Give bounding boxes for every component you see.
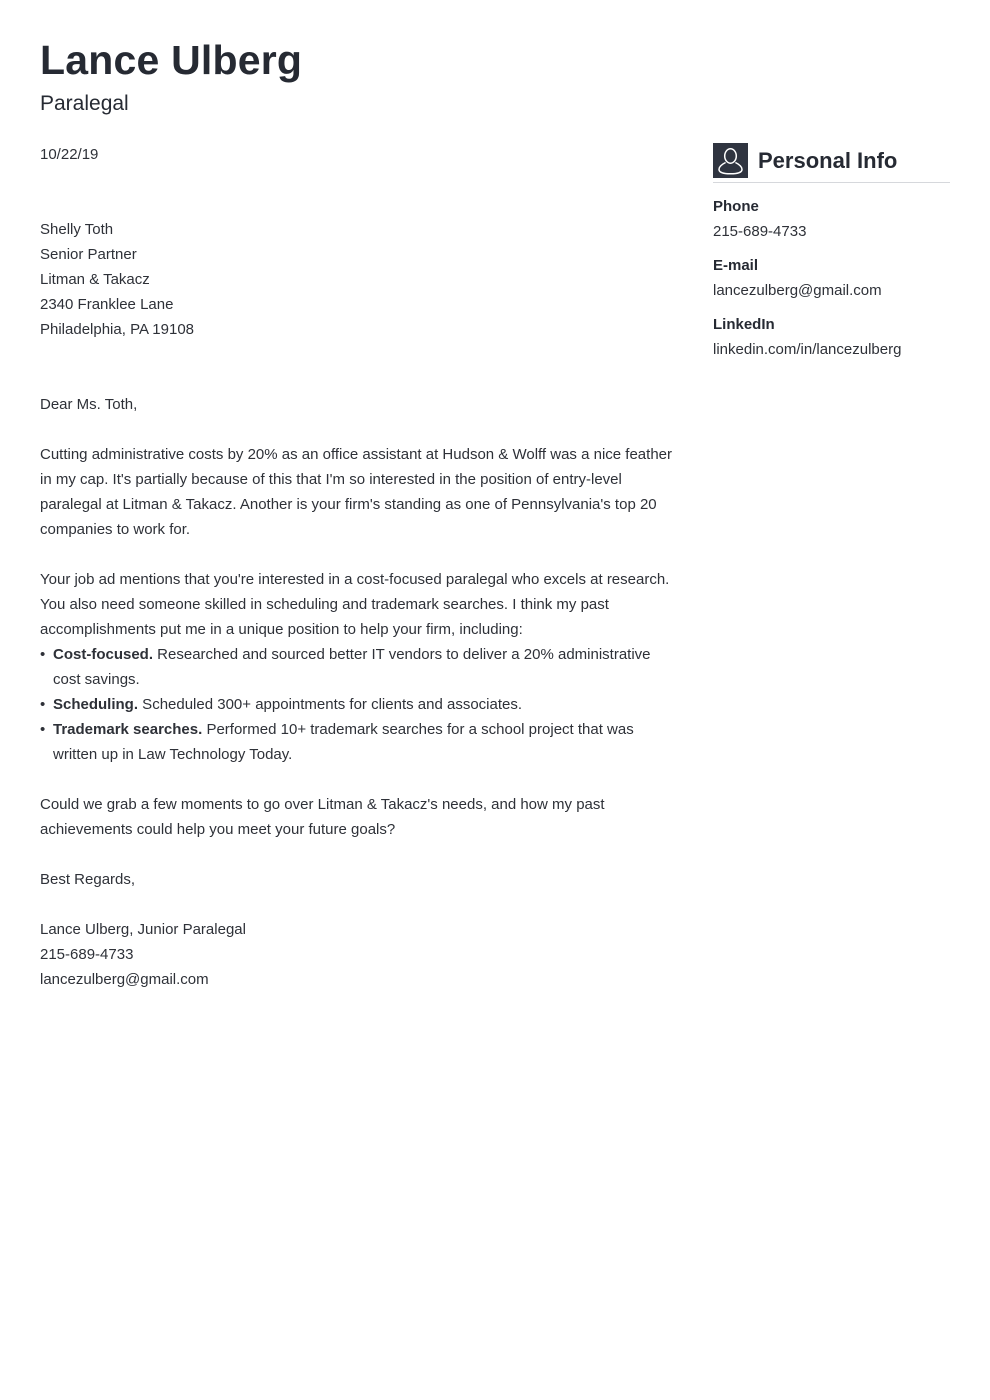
personal-info-header: [713, 143, 950, 183]
accomplishment-list: [40, 642, 680, 767]
signature-name: Lance Ulberg, Junior Paralegal: [40, 921, 246, 938]
email-value[interactable]: lancezulberg@gmail.com: [713, 282, 882, 299]
signature-block: [40, 917, 680, 992]
email-label: E-mail: [713, 257, 759, 274]
letter-date: 10/22/19: [40, 146, 99, 163]
bullet-label: Scheduling.: [53, 696, 139, 713]
spacer: [40, 892, 680, 917]
phone-value: 215-689-4733: [713, 223, 807, 240]
cover-letter-body: [40, 142, 680, 992]
recipient-position: Senior Partner: [40, 246, 137, 263]
bullet-text: Scheduled 300+ appointments for clients and associates.: [138, 696, 523, 713]
spacer: [40, 767, 680, 792]
paragraph-intro: Cutting administrative costs by 20% as an office assistant at Hudson & Wolff was a nice feather in my cap. It's partially because of this that I'm so interested in the position of entry-level paralegal at Litman & Takacz. Another is your firm's standing as one of Pennsylvania's top 20 companies to work for.: [40, 446, 672, 538]
spacer: [40, 842, 680, 867]
phone-label: Phone: [713, 198, 759, 215]
recipient-company: Litman & Takacz: [40, 271, 150, 288]
bullet-label: Trademark searches.: [53, 721, 203, 738]
paragraph-requirements: Your job ad mentions that you're interested in a cost-focused paralegal who excels at research. You also need someone skilled in scheduling and trademark searches. I think my past accomplishments put me in a unique position to help your firm, including:: [40, 571, 670, 638]
closing: Best Regards,: [40, 871, 136, 888]
list-item: [40, 692, 680, 717]
personal-info-sidebar: [713, 143, 950, 360]
spacer: [40, 167, 680, 192]
recipient-name: Shelly Toth: [40, 221, 114, 238]
spacer: [40, 192, 680, 217]
recipient-city: Philadelphia, PA 19108: [40, 321, 195, 338]
spacer: [40, 342, 680, 367]
signature-email: lancezulberg@gmail.com: [40, 971, 209, 988]
linkedin-value[interactable]: linkedin.com/in/lancezulberg: [713, 341, 902, 358]
bullet-label: Cost-focused.: [53, 646, 154, 663]
paragraph-closing-request: Could we grab a few moments to go over Litman & Takacz's needs, and how my past achievements could help you meet your future goals?: [40, 796, 605, 838]
candidate-name: Lance Ulberg: [40, 37, 303, 83]
greeting: Dear Ms. Toth,: [40, 396, 138, 413]
list-item: [40, 642, 680, 692]
list-item: [40, 717, 680, 767]
user-avatar-icon: [713, 143, 748, 178]
spacer: [40, 417, 680, 442]
spacer: [40, 367, 680, 392]
bullet-text: Researched and sourced better IT vendors to deliver a 20% administrative cost savings.: [53, 646, 651, 688]
candidate-title: Paralegal: [40, 92, 129, 115]
spacer: [40, 542, 680, 567]
recipient-street: 2340 Franklee Lane: [40, 296, 174, 313]
linkedin-label: LinkedIn: [713, 316, 775, 333]
section-title: Personal Info: [758, 147, 898, 173]
signature-phone: 215-689-4733: [40, 946, 134, 963]
recipient-block: [40, 217, 680, 342]
bullet-text: Performed 10+ trademark searches for a school project that was written up in Law Technology Today.: [53, 721, 634, 763]
